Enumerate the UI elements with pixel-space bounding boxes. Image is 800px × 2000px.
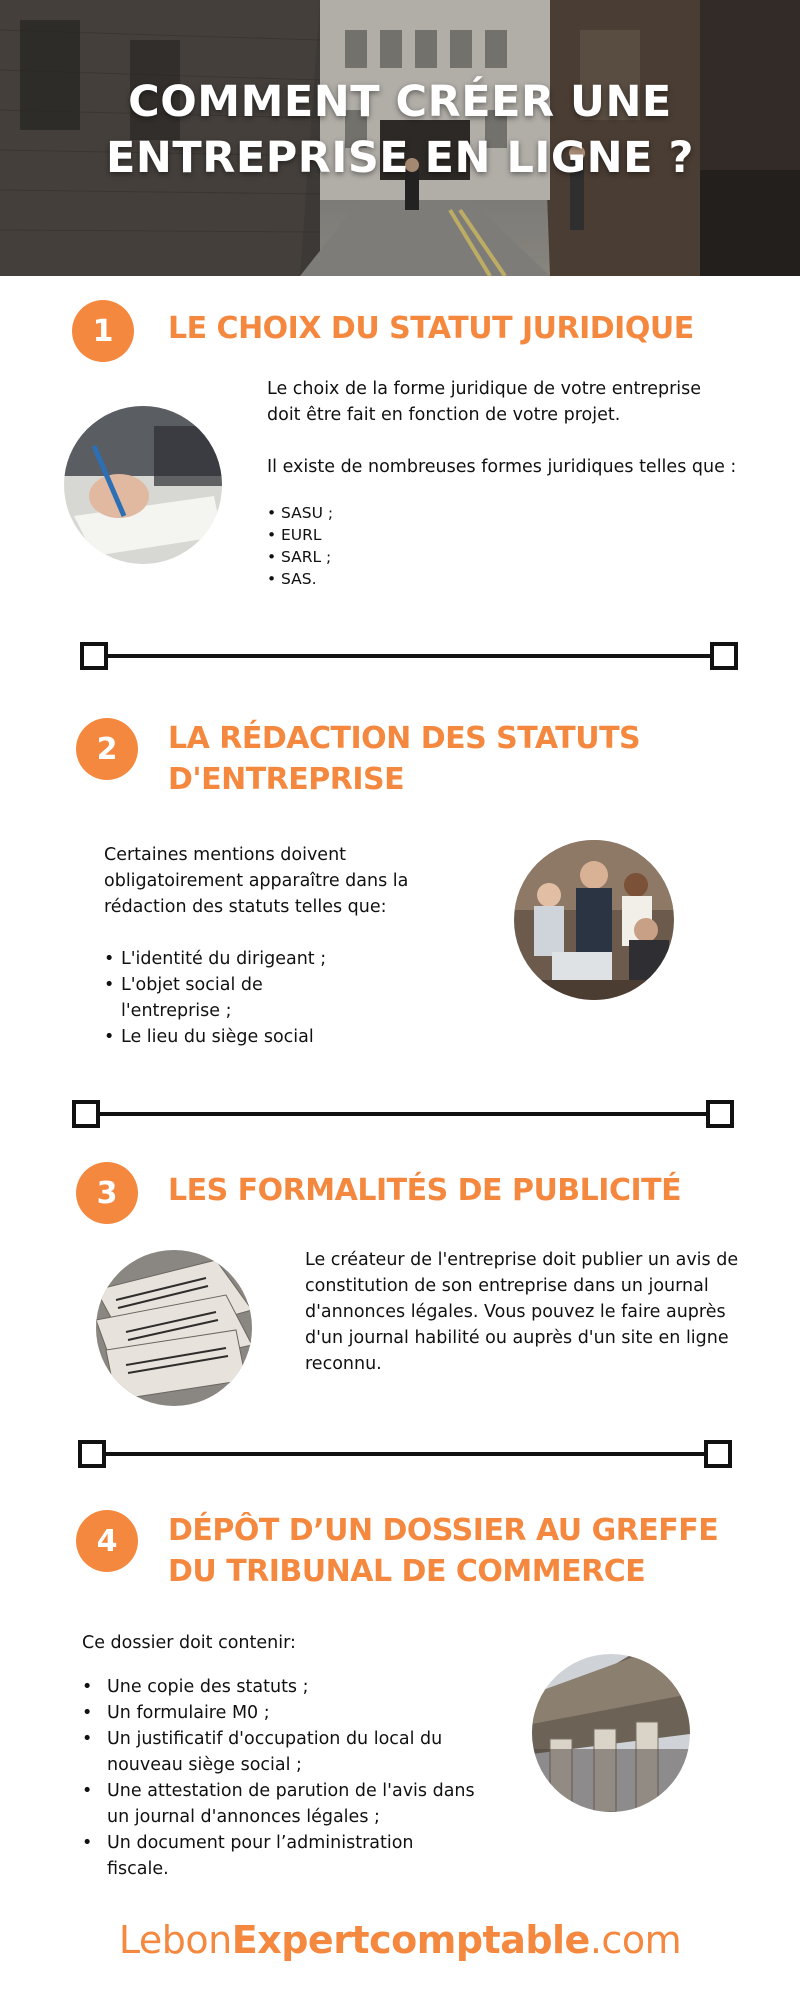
- logo-part-com: .com: [589, 1918, 682, 1962]
- list-item: • EURL: [267, 524, 737, 546]
- step-3-body: [305, 1247, 745, 1403]
- logo-part-expertcomptable: Expertcomptable: [231, 1918, 590, 1962]
- brand-logo[interactable]: [0, 1918, 800, 1962]
- step-1-body: [267, 376, 737, 590]
- step-2-badge: [76, 718, 138, 780]
- list-item: • Un justificatif d'occupation du local du nouveau siège social ;: [82, 1726, 502, 1778]
- list-item: • SARL ;: [267, 546, 737, 568]
- list-item: • SASU ;: [267, 502, 737, 524]
- step-1-paragraph: Il existe de nombreuses formes juridiques telles que :: [267, 457, 737, 477]
- logo-part-lebon: Lebon: [118, 1918, 232, 1962]
- step-2-title: [168, 718, 640, 800]
- step-2-body: [104, 842, 454, 1050]
- section-divider: [72, 1100, 734, 1128]
- step-4-badge: [76, 1510, 138, 1572]
- step-2-title-line: D'ENTREPRISE: [168, 762, 405, 797]
- step-3-title-line: LES FORMALITÉS DE PUBLICITÉ: [168, 1173, 682, 1208]
- list-item: • Une copie des statuts ;: [82, 1674, 502, 1700]
- step-4-title-line: DU TRIBUNAL DE COMMERCE: [168, 1554, 646, 1589]
- page-title-line-2: ENTREPRISE EN LIGNE ?: [106, 133, 694, 183]
- page-title: [0, 74, 800, 186]
- step-4-body: [82, 1630, 502, 1882]
- step-2-number: 2: [96, 731, 118, 767]
- step-4-list: [82, 1674, 502, 1882]
- step-1-title-line: LE CHOIX DU STATUT JURIDIQUE: [168, 311, 694, 346]
- business-team-photo: [514, 840, 674, 1000]
- newspapers-photo: [96, 1250, 252, 1406]
- page-title-line-1: COMMENT CRÉER UNE: [128, 77, 672, 127]
- step-1-paragraph: Le choix de la forme juridique de votre entreprise doit être fait en fonction de votre projet.: [267, 379, 702, 425]
- list-item: • Un formulaire M0 ;: [82, 1700, 502, 1726]
- section-divider: [80, 642, 738, 670]
- list-item: • Une attestation de parution de l'avis dans un journal d'annonces légales ;: [82, 1778, 502, 1830]
- list-item: • L'objet social de l'entreprise ;: [104, 972, 279, 1024]
- list-item: • Un document pour l’administration fiscale.: [82, 1830, 452, 1882]
- step-4-paragraph: Ce dossier doit contenir:: [82, 1633, 296, 1653]
- courthouse-columns-photo: [532, 1654, 690, 1812]
- step-4-title-line: DÉPÔT D’UN DOSSIER AU GREFFE: [168, 1513, 719, 1548]
- list-item: • SAS.: [267, 568, 737, 590]
- step-4-title: [168, 1510, 718, 1592]
- step-3-title: [168, 1170, 681, 1211]
- step-2-paragraph: Certaines mentions doivent obligatoirement apparaître dans la rédaction des statuts telles que:: [104, 845, 409, 917]
- step-3-badge: [76, 1162, 138, 1224]
- section-divider: [78, 1440, 732, 1468]
- hero-banner: [0, 0, 800, 276]
- step-3-number: 3: [96, 1175, 118, 1211]
- step-1-list: [267, 502, 737, 590]
- step-2-title-line: LA RÉDACTION DES STATUTS: [168, 721, 641, 756]
- hand-writing-photo: [64, 406, 222, 564]
- step-3-paragraph: Le créateur de l'entreprise doit publier un avis de constitution de son entreprise dans un journal d'annonces légales. Vous pouvez le faire auprès d'un journal habilité ou auprès d'un site en ligne reconnu.: [305, 1250, 739, 1374]
- step-1-title: [168, 308, 694, 349]
- step-1-badge: [72, 300, 134, 362]
- step-1-number: 1: [92, 313, 114, 349]
- step-4-number: 4: [96, 1523, 118, 1559]
- list-item: • Le lieu du siège social: [104, 1024, 454, 1050]
- step-2-list: [104, 946, 454, 1050]
- list-item: • L'identité du dirigeant ;: [104, 946, 454, 972]
